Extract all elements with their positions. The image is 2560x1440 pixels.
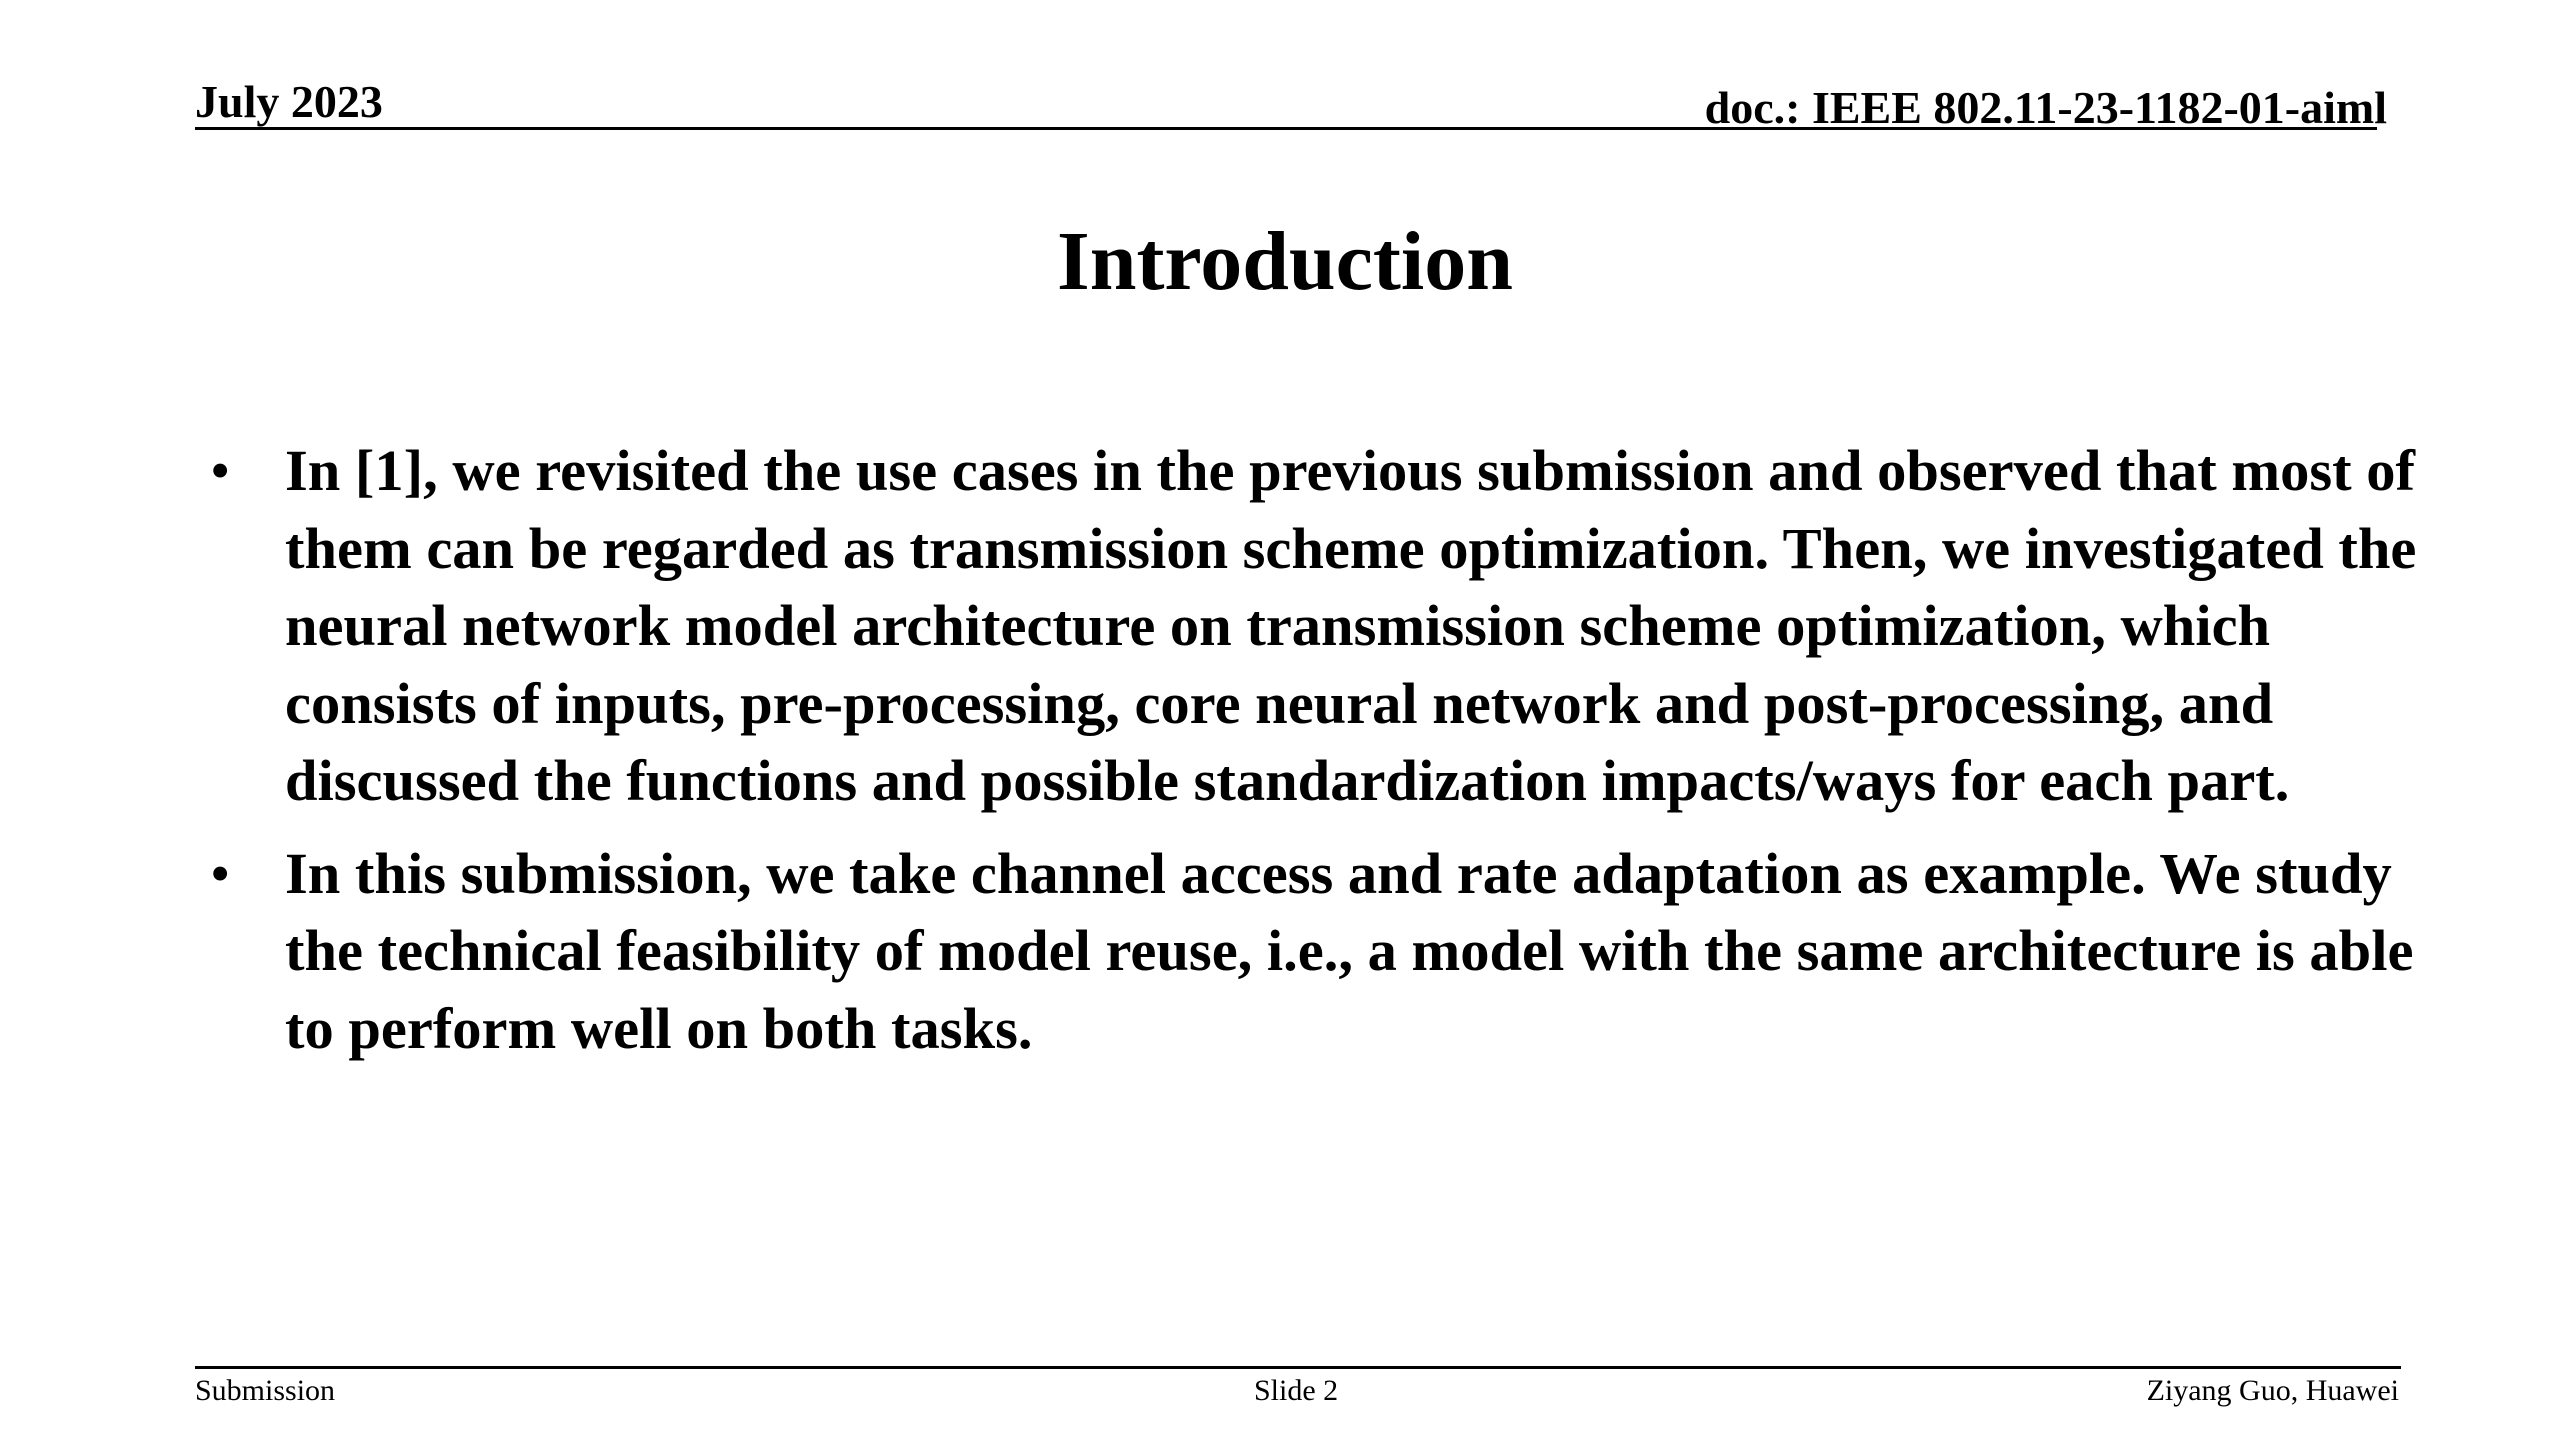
bullet-icon: • bbox=[210, 840, 231, 906]
header-document-id: doc.: IEEE 802.11-23-1182-01-aiml bbox=[1704, 82, 2387, 133]
bullet-item bbox=[210, 835, 2420, 1068]
footer-author: Ziyang Guo, Huawei bbox=[2146, 1374, 2399, 1407]
slide-title: Introduction bbox=[1057, 215, 1513, 308]
bullet-text: In this submission, we take channel access and rate adaptation as example. We study the technical feasibility of model reuse, i.e., a model with the same architecture is able to perform well on both tasks. bbox=[285, 840, 2414, 1061]
footer-slide-number: Slide 2 bbox=[1254, 1374, 1339, 1407]
header-date: July 2023 bbox=[195, 76, 383, 127]
bullet-text: In [1], we revisited the use cases in the previous submission and observed that most of them can be regarded as transmission scheme optimization. Then, we investigated the neural network model architecture on transmission scheme optimization, which consists of inputs, pre-processing, core neural network and post-processing, and discussed the functions and possible standardization impacts/ways for each part. bbox=[285, 438, 2417, 813]
bullet-icon: • bbox=[210, 438, 231, 503]
footer-divider bbox=[195, 1366, 2401, 1369]
footer-submission: Submission bbox=[195, 1374, 336, 1407]
bullet-item bbox=[210, 432, 2420, 820]
bullet-list bbox=[210, 432, 2420, 1082]
header-divider bbox=[195, 127, 2377, 130]
